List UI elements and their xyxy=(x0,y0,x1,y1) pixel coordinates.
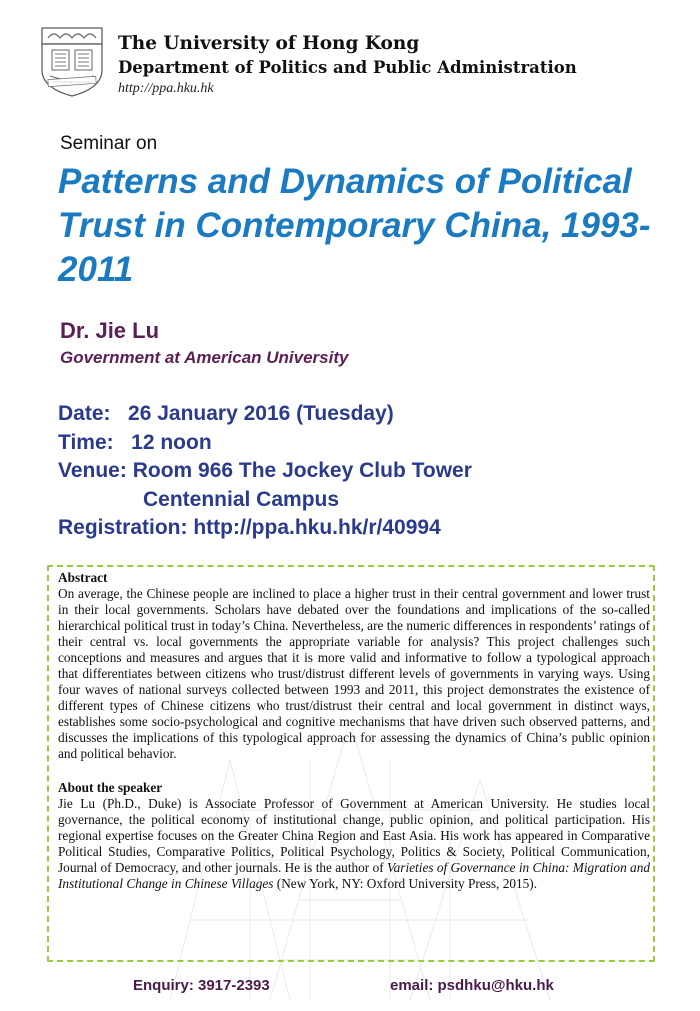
venue-row xyxy=(58,457,472,486)
time-label: Time: xyxy=(58,430,114,454)
about-speaker-heading: About the speaker xyxy=(58,780,163,795)
venue-line2: Centennial Campus xyxy=(143,487,340,511)
registration-link[interactable]: http://ppa.hku.hk/r/40994 xyxy=(193,516,441,539)
about-body-text: Jie Lu (Ph.D., Duke) is Associate Professor of Government at American University. He studies local governance, the political economy of institutional change, public opinion, and political participation. His regional expertise focuses on the Greater China Region and East Asia. His work has appeared in Comparative Political Studies, Comparative Politics, Political Psychology, Politics & Society, Political Communication, Journal of Democracy, and other journals. He is the author of xyxy=(58,796,650,875)
event-details xyxy=(58,400,472,543)
venue-label: Venue: xyxy=(58,459,127,482)
venue-row-2 xyxy=(58,486,472,515)
date-value: 26 January 2016 (Tuesday) xyxy=(128,402,394,425)
department-url-link[interactable]: http://ppa.hku.hk xyxy=(118,81,214,96)
university-name: The University of Hong Kong xyxy=(118,33,420,54)
university-crest-logo xyxy=(40,26,104,98)
book-title: Varieties of Governance in China: Migration and Institutional Change in Chinese Villages xyxy=(58,860,650,891)
about-body-publisher: (New York, NY: Oxford University Press, 2015). xyxy=(273,876,538,891)
time-value: 12 noon xyxy=(131,430,212,454)
about-speaker-body xyxy=(58,796,650,892)
date-row xyxy=(58,400,472,429)
time-row xyxy=(58,429,472,458)
registration-label: Registration: xyxy=(58,516,188,539)
enquiry-phone: Enquiry: 3917-2393 xyxy=(133,977,270,994)
department-name: Department of Politics and Public Administration xyxy=(118,58,577,77)
speaker-name: Dr. Jie Lu xyxy=(60,318,160,343)
seminar-kicker: Seminar on xyxy=(60,133,158,154)
registration-row xyxy=(58,514,472,543)
abstract-heading: Abstract xyxy=(58,570,108,585)
abstract-content xyxy=(58,570,650,892)
venue-line1: Room 966 The Jockey Club Tower xyxy=(132,459,472,482)
abstract-body: On average, the Chinese people are inclined to place a higher trust in their central government and lower trust in their local governments. Scholars have debated over the foundations and implications of the so-called hierarchical political trust in today’s China. Nevertheless, are the numeric differences in respondents’ ratings of their central vs. local governments the appropriate variable for analysis? This project challenges such conceptions and measures and argues that it is more valid and informative to follow a typological approach that differentiates between citizens who trust/distrust different levels of governments in varying ways. Using four waves of national surveys collected between 1993 and 2011, this project demonstrates the existence of different types of Chinese citizens who trust/distrust their central and local government in distinct ways, establishes some socio-psychological and cognitive mechanisms that have driven such observed patterns, and discusses the implications of this typological approach for assessing the dynamics of China’s public opinion and political behavior. xyxy=(58,586,650,761)
enquiry-email[interactable]: email: psdhku@hku.hk xyxy=(390,977,554,994)
date-label: Date: xyxy=(58,402,111,425)
speaker-affiliation: Government at American University xyxy=(60,348,349,367)
seminar-title: Patterns and Dynamics of Political Trust in Contemporary China, 1993-2011 xyxy=(58,162,651,289)
